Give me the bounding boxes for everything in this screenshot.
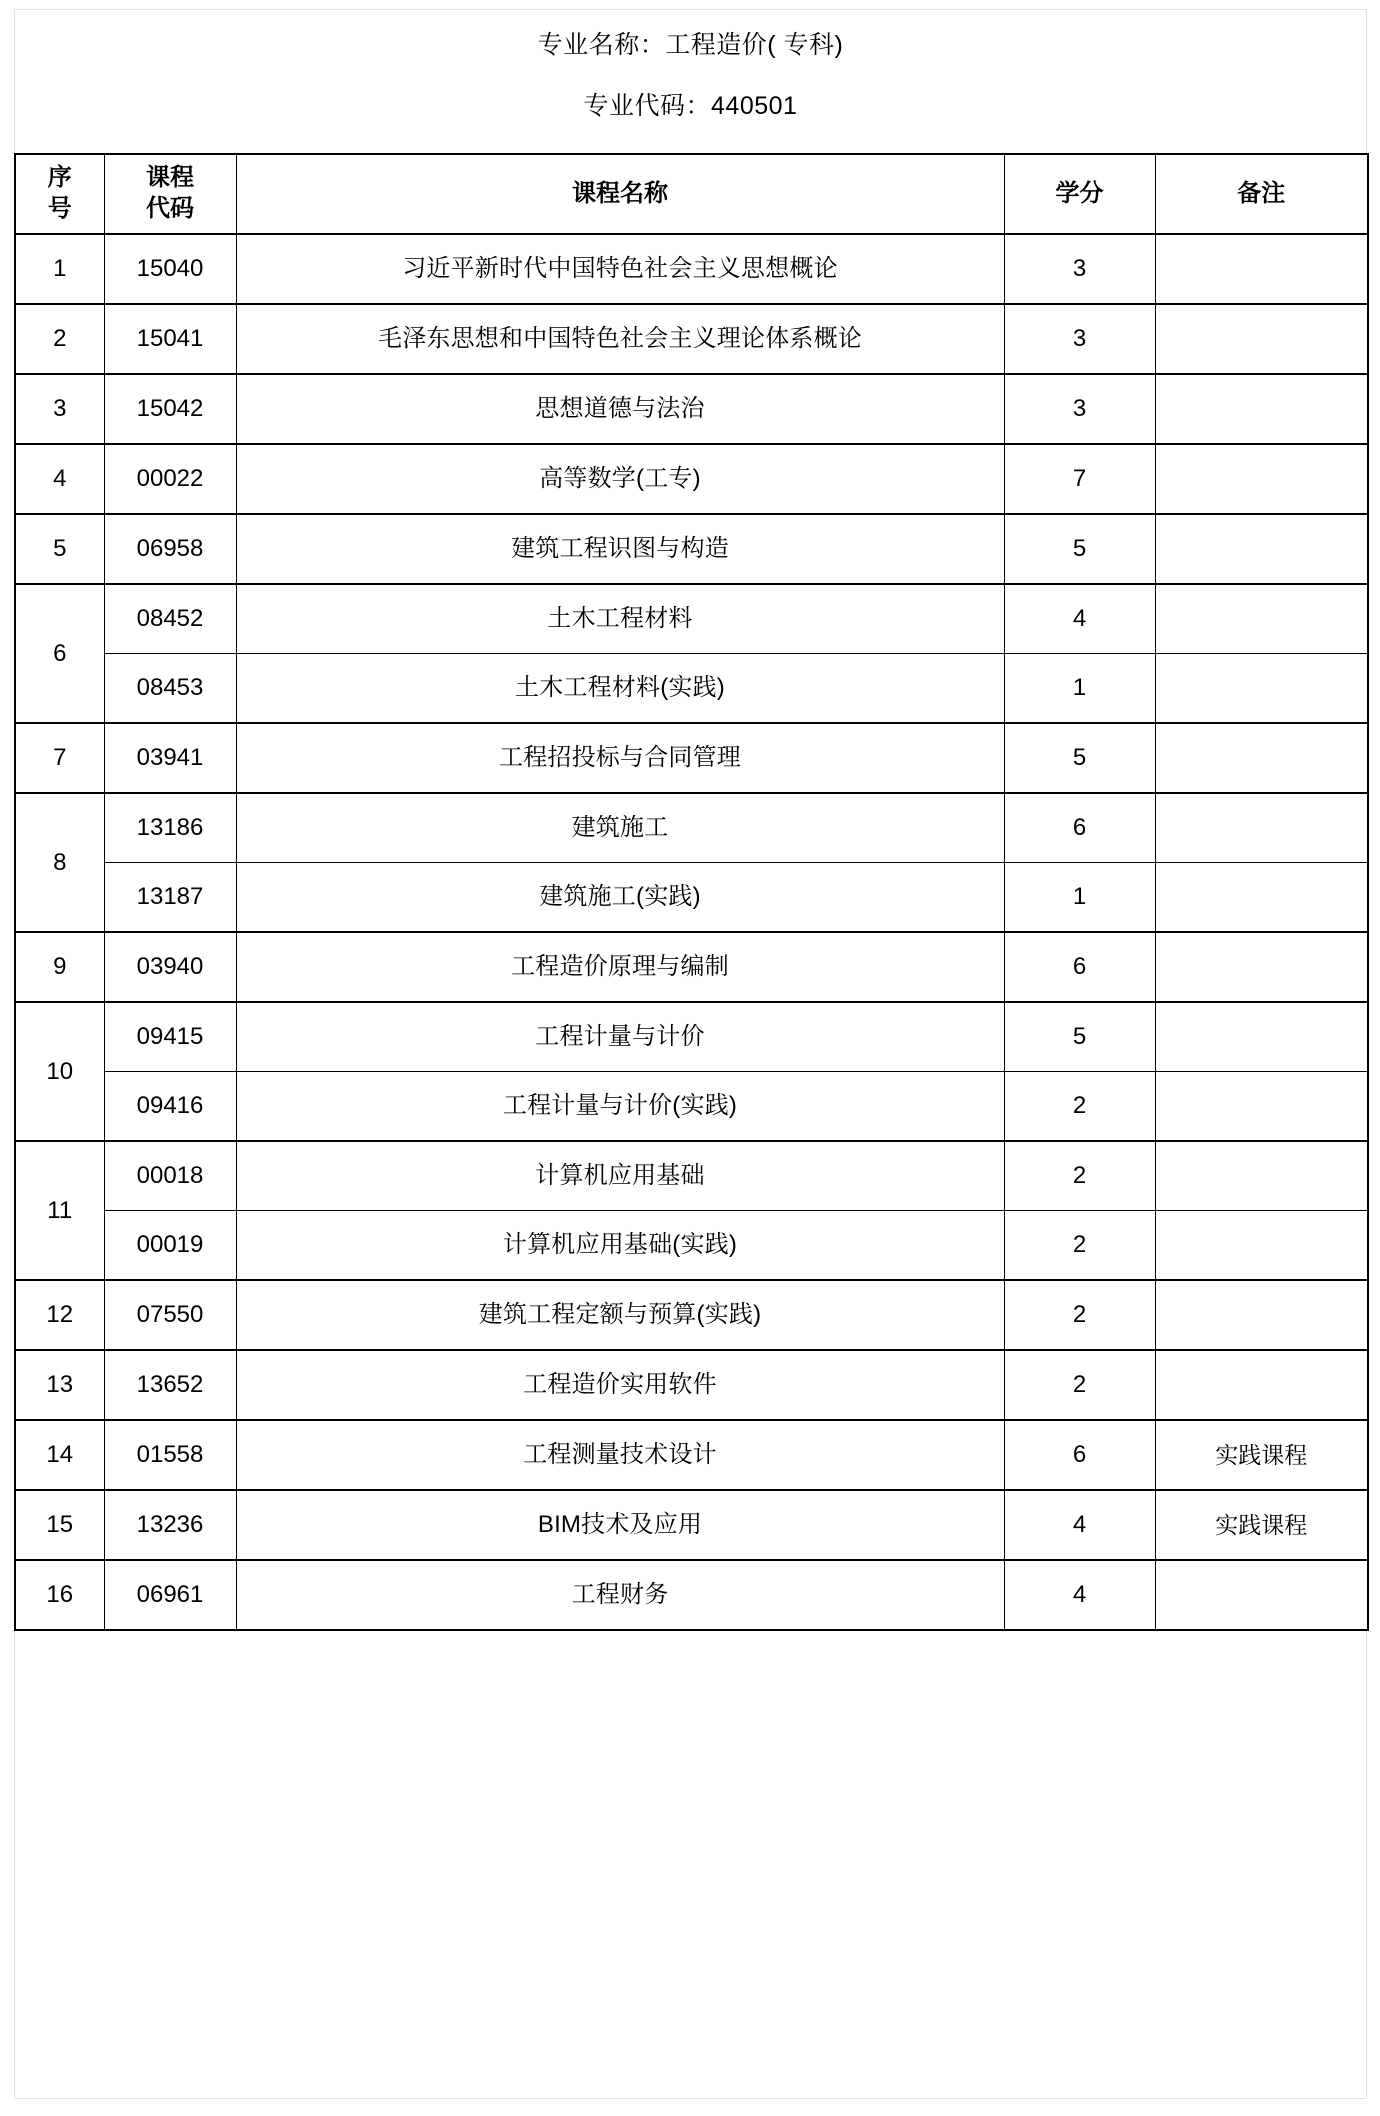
cell-credits: 6 [1004,1420,1155,1490]
cell-course-name: 工程招投标与合同管理 [236,723,1004,793]
cell-credits: 5 [1004,1002,1155,1072]
cell-course-code: 08452 [104,584,236,654]
cell-course-code: 13187 [104,863,236,933]
table-row [15,374,1368,444]
cell-seq: 3 [15,374,104,444]
cell-note [1155,1350,1368,1420]
cell-seq: 9 [15,932,104,1002]
table-row [15,1141,1368,1211]
table-row [15,304,1368,374]
cell-note [1155,723,1368,793]
column-header-code-line2: 代码 [146,195,194,222]
table-row [15,1420,1368,1490]
title-block [14,10,1367,153]
cell-course-name: 土木工程材料(实践) [236,654,1004,724]
cell-credits: 5 [1004,723,1155,793]
cell-credits: 2 [1004,1280,1155,1350]
cell-credits: 5 [1004,514,1155,584]
cell-note [1155,863,1368,933]
cell-seq: 1 [15,234,104,304]
cell-seq: 2 [15,304,104,374]
column-header-course-name: 课程名称 [236,154,1004,234]
cell-course-name: 工程计量与计价 [236,1002,1004,1072]
cell-note [1155,1280,1368,1350]
cell-note [1155,654,1368,724]
table-row [15,654,1368,724]
major-code-title: 专业代码：440501 [583,92,798,120]
table-body [15,234,1368,1630]
cell-credits: 3 [1004,234,1155,304]
table-row [15,1211,1368,1281]
cell-credits: 6 [1004,793,1155,863]
column-header-code-line1: 课程 [146,164,194,192]
table-row [15,1072,1368,1142]
cell-course-code: 06958 [104,514,236,584]
cell-course-name: 建筑工程识图与构造 [236,514,1004,584]
cell-course-name: 思想道德与法治 [236,374,1004,444]
cell-note [1155,584,1368,654]
cell-course-name: 土木工程材料 [236,584,1004,654]
cell-course-name: 工程计量与计价(实践) [236,1072,1004,1142]
cell-course-name: 建筑施工 [236,793,1004,863]
cell-course-code: 06961 [104,1560,236,1630]
cell-course-code: 03940 [104,932,236,1002]
cell-seq: 16 [15,1560,104,1630]
column-header-credits: 学分 [1004,154,1155,234]
cell-credits: 2 [1004,1211,1155,1281]
cell-credits: 4 [1004,584,1155,654]
cell-course-code: 09416 [104,1072,236,1142]
cell-course-code: 07550 [104,1280,236,1350]
cell-seq: 11 [15,1141,104,1280]
column-header-course-code [104,154,236,234]
column-header-note: 备注 [1155,154,1368,234]
table-row [15,1280,1368,1350]
cell-course-name: 工程财务 [236,1560,1004,1630]
cell-course-code: 15041 [104,304,236,374]
table-row [15,444,1368,514]
course-plan-table [14,153,1369,1631]
cell-course-name: 习近平新时代中国特色社会主义思想概论 [236,234,1004,304]
cell-seq: 13 [15,1350,104,1420]
cell-note: 实践课程 [1155,1420,1368,1490]
cell-course-name: 工程造价原理与编制 [236,932,1004,1002]
cell-course-name: 建筑工程定额与预算(实践) [236,1280,1004,1350]
cell-credits: 1 [1004,863,1155,933]
cell-credits: 4 [1004,1490,1155,1560]
column-header-seq-line2: 号 [47,195,72,222]
cell-note [1155,444,1368,514]
cell-course-code: 13652 [104,1350,236,1420]
table-row [15,932,1368,1002]
cell-credits: 4 [1004,1560,1155,1630]
cell-credits: 2 [1004,1350,1155,1420]
cell-course-code: 00019 [104,1211,236,1281]
cell-course-code: 13236 [104,1490,236,1560]
cell-note [1155,374,1368,444]
table-row [15,723,1368,793]
cell-seq: 8 [15,793,104,932]
column-header-seq [15,154,104,234]
cell-course-name: 计算机应用基础 [236,1141,1004,1211]
cell-course-name: 计算机应用基础(实践) [236,1211,1004,1281]
table-row [15,1490,1368,1560]
cell-seq: 4 [15,444,104,514]
cell-course-code: 09415 [104,1002,236,1072]
cell-note [1155,1141,1368,1211]
cell-course-code: 15042 [104,374,236,444]
cell-note [1155,1211,1368,1281]
cell-credits: 3 [1004,304,1155,374]
cell-course-code: 00022 [104,444,236,514]
cell-course-name: 建筑施工(实践) [236,863,1004,933]
cell-seq: 10 [15,1002,104,1141]
cell-course-name: 毛泽东思想和中国特色社会主义理论体系概论 [236,304,1004,374]
table-row [15,1560,1368,1630]
table-row [15,1002,1368,1072]
cell-seq: 5 [15,514,104,584]
table-row [15,234,1368,304]
cell-seq: 15 [15,1490,104,1560]
cell-credits: 1 [1004,654,1155,724]
cell-seq: 7 [15,723,104,793]
cell-course-code: 00018 [104,1141,236,1211]
cell-course-code: 03941 [104,723,236,793]
cell-course-code: 01558 [104,1420,236,1490]
cell-course-name: BIM技术及应用 [236,1490,1004,1560]
cell-note [1155,234,1368,304]
table-row [15,1350,1368,1420]
cell-credits: 6 [1004,932,1155,1002]
cell-seq: 12 [15,1280,104,1350]
cell-note [1155,514,1368,584]
cell-note: 实践课程 [1155,1490,1368,1560]
table-row [15,514,1368,584]
cell-seq: 14 [15,1420,104,1490]
cell-course-name: 工程造价实用软件 [236,1350,1004,1420]
table-row [15,863,1368,933]
cell-note [1155,304,1368,374]
cell-course-code: 13186 [104,793,236,863]
cell-credits: 7 [1004,444,1155,514]
cell-course-code: 08453 [104,654,236,724]
major-name-title: 专业名称：工程造价( 专科) [537,31,844,59]
cell-note [1155,1072,1368,1142]
cell-course-name: 工程测量技术设计 [236,1420,1004,1490]
cell-note [1155,793,1368,863]
cell-seq: 6 [15,584,104,723]
cell-course-code: 15040 [104,234,236,304]
table-row [15,793,1368,863]
cell-credits: 2 [1004,1072,1155,1142]
cell-course-name: 高等数学(工专) [236,444,1004,514]
cell-credits: 3 [1004,374,1155,444]
cell-note [1155,932,1368,1002]
cell-credits: 2 [1004,1141,1155,1211]
table-row [15,584,1368,654]
table-header-row [15,154,1368,234]
cell-note [1155,1002,1368,1072]
cell-note [1155,1560,1368,1630]
column-header-seq-line1: 序 [47,164,72,192]
